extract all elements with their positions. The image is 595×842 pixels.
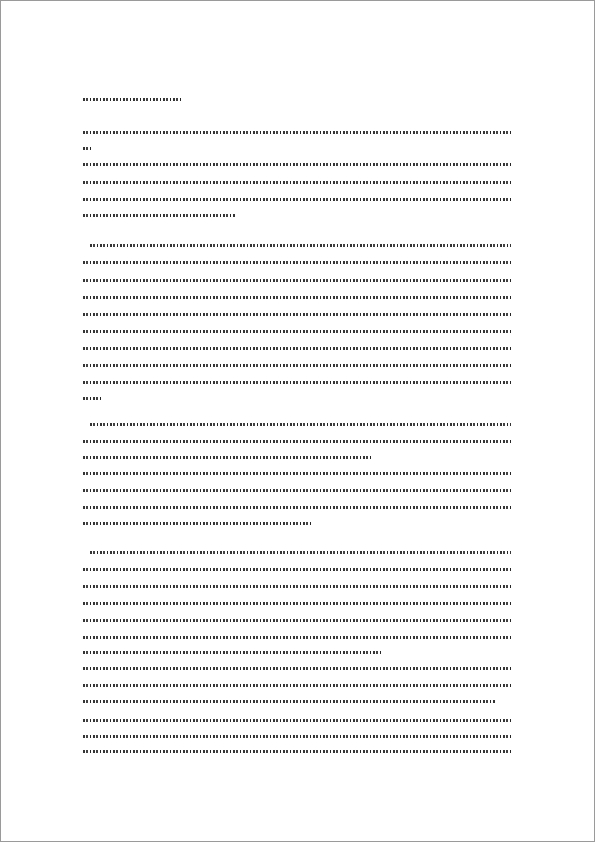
text-line (83, 503, 511, 512)
text-line (83, 486, 511, 495)
text-line (83, 327, 511, 336)
text-line (83, 211, 235, 220)
text-line (83, 128, 511, 137)
text-line (83, 453, 371, 462)
text-line (83, 293, 511, 302)
text-line (83, 195, 511, 204)
text-line (90, 548, 511, 557)
text-line (83, 716, 511, 725)
text-line (83, 747, 511, 756)
text-line (83, 394, 101, 403)
text-line (83, 344, 511, 353)
text-line (83, 599, 511, 608)
document-heading (83, 95, 181, 104)
text-line (83, 258, 511, 267)
text-line (83, 582, 511, 591)
text-line (83, 565, 511, 574)
text-line (83, 664, 511, 673)
text-line (83, 648, 383, 657)
text-line (83, 697, 495, 706)
text-line (83, 519, 313, 528)
text-line (90, 241, 511, 250)
text-line (83, 616, 511, 625)
text-line (83, 160, 511, 169)
text-line (83, 310, 511, 319)
text-line (90, 420, 511, 429)
text-line (83, 633, 511, 642)
text-line (83, 469, 511, 478)
text-line (83, 178, 511, 187)
text-line (83, 681, 511, 690)
text-line (83, 378, 511, 387)
text-line (83, 437, 511, 446)
text-line (83, 732, 511, 741)
text-line (83, 276, 511, 285)
text-line (83, 361, 511, 370)
text-line (83, 144, 91, 153)
